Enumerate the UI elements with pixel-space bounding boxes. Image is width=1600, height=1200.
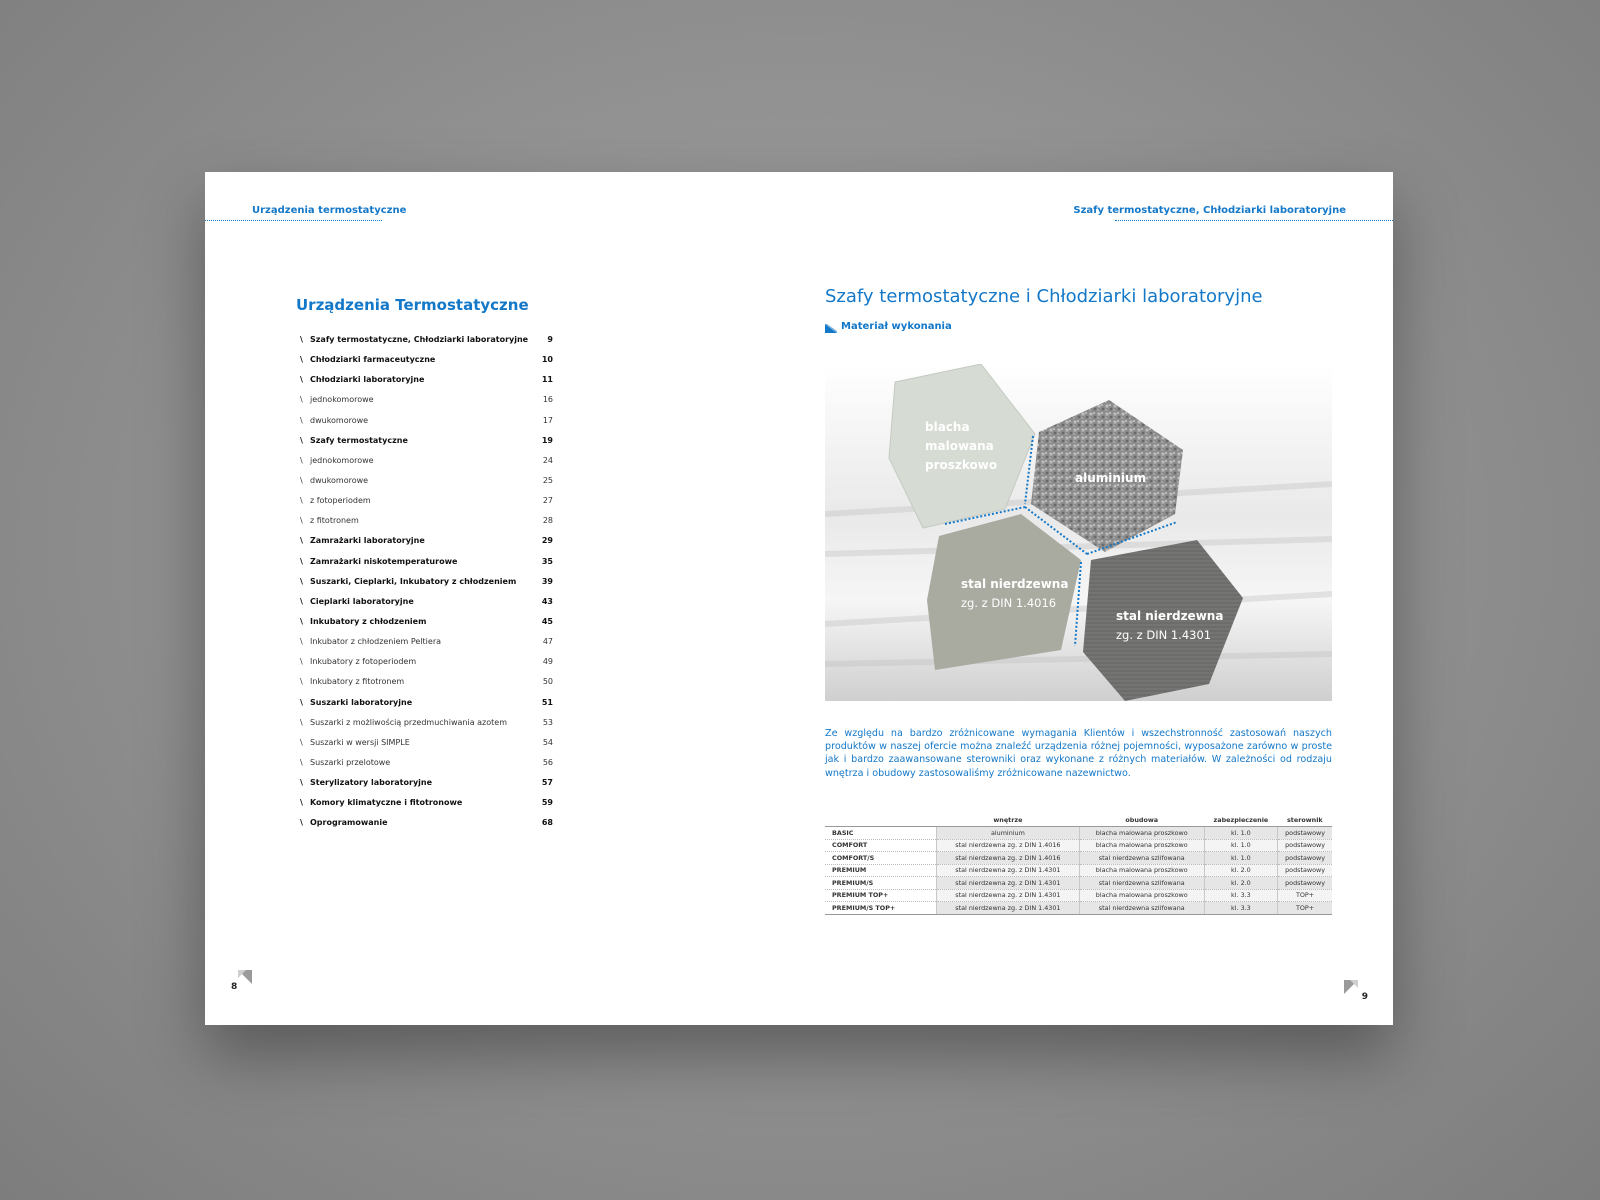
table-cell: stal nierdzewna zg. z DIN 1.4301 <box>937 864 1080 877</box>
left-page <box>205 172 799 1025</box>
table-cell: podstawowy <box>1278 877 1332 890</box>
toc-entry-label: Szafy termostatyczne, Chłodziarki laboratoryjne <box>310 335 529 344</box>
toc-entry <box>300 617 760 637</box>
toc-entry-label: Zamrażarki niskotemperaturowe <box>310 556 458 566</box>
running-head-rule-right <box>1115 220 1393 221</box>
running-head-right: Szafy termostatyczne, Chłodziarki laboratoryjne <box>1073 205 1346 216</box>
table-row <box>825 839 1332 852</box>
right-page <box>799 172 1393 1025</box>
material-hexagons-figure <box>825 364 1332 701</box>
toc-slash: \ <box>300 737 303 747</box>
toc-slash: \ <box>300 355 303 365</box>
toc-entry-page: 51 <box>541 697 553 707</box>
toc-entry <box>300 456 760 476</box>
toc-entry-label: Szafy termostatyczne <box>310 435 408 445</box>
toc-entry-page: 25 <box>542 475 553 485</box>
hex1-label-line2: malowana <box>925 439 994 453</box>
toc-slash: \ <box>300 516 303 526</box>
toc-entry-page: 16 <box>542 395 553 405</box>
table-cell: stal nierdzewna szlifowana <box>1079 877 1204 890</box>
toc-slash: \ <box>300 798 303 808</box>
table-row-name: PREMIUM TOP+ <box>825 889 937 902</box>
table-cell: blacha malowana proszkowo <box>1079 864 1204 877</box>
toc-slash: \ <box>300 536 303 546</box>
toc-slash: \ <box>300 475 303 485</box>
toc-entry-page: 29 <box>541 536 553 546</box>
toc-entry-label: Cieplarki laboratoryjne <box>310 596 414 606</box>
table-cell: podstawowy <box>1278 827 1332 840</box>
toc-slash: \ <box>300 455 303 465</box>
section-subtitle: Materiał wykonania <box>841 321 952 332</box>
toc-slash: \ <box>300 616 303 626</box>
toc-entry-label: Suszarki z możliwością przedmuchiwania azotem <box>310 717 508 727</box>
toc-entry-page: 35 <box>541 556 553 566</box>
toc-entry-page: 47 <box>542 637 553 647</box>
toc-entry-label: Suszarki laboratoryjne <box>310 697 413 707</box>
table-cell: blacha malowana proszkowo <box>1079 827 1204 840</box>
toc-entry <box>300 577 760 597</box>
hex4-label-bold: stal nierdzewna <box>1116 609 1224 623</box>
toc-entry <box>300 718 760 738</box>
table-cell: TOP+ <box>1278 902 1332 915</box>
toc-entry <box>300 738 760 758</box>
hex3-label-regular: zg. z DIN 1.4016 <box>961 596 1057 610</box>
table-cell: podstawowy <box>1278 852 1332 865</box>
toc-entry-label: dwukomorowe <box>310 475 369 485</box>
toc-entry-page: 39 <box>541 576 553 586</box>
toc-entry <box>300 375 760 395</box>
toc-entry-page: 68 <box>541 818 553 828</box>
toc-entry-label: Chłodziarki laboratoryjne <box>310 375 425 385</box>
toc-entry-label: Inkubatory z chłodzeniem <box>310 616 427 626</box>
toc-entry-page: 45 <box>541 616 553 626</box>
toc-slash: \ <box>300 375 303 385</box>
toc-entry-label: Inkubatory z fotoperiodem <box>310 657 417 667</box>
table-cell: kl. 1.0 <box>1204 852 1278 865</box>
section-marker-icon <box>825 324 837 333</box>
toc-entry <box>300 657 760 677</box>
table-header-cell: zabezpieczenie <box>1204 814 1278 827</box>
toc-slash: \ <box>300 637 303 647</box>
toc-slash: \ <box>300 556 303 566</box>
toc-entry-page: 28 <box>542 516 553 526</box>
table-cell: stal nierdzewna zg. z DIN 1.4301 <box>937 902 1080 915</box>
table-cell: blacha malowana proszkowo <box>1079 889 1204 902</box>
toc-entry-label: jednokomorowe <box>310 455 374 465</box>
toc-entry-page: 27 <box>542 496 553 506</box>
table-row <box>825 827 1332 840</box>
toc-entry-page: 56 <box>542 757 553 767</box>
table-row <box>825 889 1332 902</box>
table-row-name: COMFORT <box>825 839 937 852</box>
toc-slash: \ <box>300 395 303 405</box>
toc-slash: \ <box>300 576 303 586</box>
toc-slash: \ <box>300 697 303 707</box>
table-row <box>825 852 1332 865</box>
table-header-cell: wnętrze <box>937 814 1080 827</box>
toc-entry <box>300 335 760 355</box>
page-corner-icon <box>1344 980 1358 994</box>
table-cell: kl. 1.0 <box>1204 827 1278 840</box>
hex1-label-line3: proszkowo <box>925 458 998 472</box>
table-cell: stal nierdzewna zg. z DIN 1.4301 <box>937 877 1080 890</box>
table-row-name: PREMIUM/S TOP+ <box>825 902 937 915</box>
toc-entry <box>300 395 760 415</box>
toc-entry-label: jednokomorowe <box>310 395 374 405</box>
toc-entry-label: Suszarki w wersji SIMPLE <box>310 737 410 747</box>
toc-entry-page: 49 <box>542 657 553 667</box>
toc-entry <box>300 778 760 798</box>
page-corner-icon <box>238 970 252 984</box>
toc-entry-page: 11 <box>541 375 553 385</box>
toc-entry <box>300 677 760 697</box>
toc-entry <box>300 355 760 375</box>
running-head-left: Urządzenia termostatyczne <box>252 205 407 216</box>
toc-entry-page: 17 <box>542 415 553 425</box>
table-row-name: PREMIUM/S <box>825 877 937 890</box>
table-row <box>825 877 1332 890</box>
table-row-name: PREMIUM <box>825 864 937 877</box>
table-header-cell: obudowa <box>1079 814 1204 827</box>
toc-entry <box>300 798 760 818</box>
toc-title: Urządzenia Termostatyczne <box>296 296 529 314</box>
toc-entry-label: Oprogramowanie <box>310 818 388 828</box>
toc-slash: \ <box>300 415 303 425</box>
toc-entry <box>300 758 760 778</box>
toc-entry-label: z fotoperiodem <box>310 496 371 506</box>
toc-entry <box>300 436 760 456</box>
toc-entry-label: Inkubatory z fitotronem <box>310 677 405 687</box>
table-cell: podstawowy <box>1278 839 1332 852</box>
table-row <box>825 902 1332 915</box>
toc-entry <box>300 416 760 436</box>
table-cell: stal nierdzewna zg. z DIN 1.4016 <box>937 852 1080 865</box>
toc-entry-label: dwukomorowe <box>310 415 369 425</box>
toc-entry-label: Komory klimatyczne i fitotronowe <box>310 798 463 808</box>
table-cell: kl. 3.3 <box>1204 902 1278 915</box>
toc-slash: \ <box>300 778 303 788</box>
toc-slash: \ <box>300 657 303 667</box>
toc-entry-page: 10 <box>541 355 553 365</box>
page-title: Szafy termostatyczne i Chłodziarki laboratoryjne <box>825 286 1263 307</box>
toc-entry-page: 9 <box>547 335 553 344</box>
table-cell: kl. 3.3 <box>1204 889 1278 902</box>
table-row-name: BASIC <box>825 827 937 840</box>
toc-slash: \ <box>300 435 303 445</box>
table-cell: stal nierdzewna zg. z DIN 1.4301 <box>937 889 1080 902</box>
toc-entry-page: 19 <box>541 435 553 445</box>
table-cell: podstawowy <box>1278 864 1332 877</box>
running-head-rule-left <box>205 220 382 221</box>
toc-entry-label: Suszarki, Cieplarki, Inkubatory z chłodzeniem <box>310 576 517 586</box>
table-cell: aluminium <box>937 827 1080 840</box>
toc-entry-label: Suszarki przelotowe <box>310 757 391 767</box>
page-number-right: 9 <box>1361 992 1368 1002</box>
table-header-cell <box>825 814 937 827</box>
toc-entry-page: 53 <box>542 717 553 727</box>
table-header-cell: sterownik <box>1278 814 1332 827</box>
toc-slash: \ <box>300 818 303 828</box>
table-cell: blacha malowana proszkowo <box>1079 839 1204 852</box>
table-cell: stal nierdzewna szlifowana <box>1079 852 1204 865</box>
toc-entry <box>300 637 760 657</box>
hex3-label-bold: stal nierdzewna <box>961 577 1069 591</box>
table-cell: TOP+ <box>1278 889 1332 902</box>
toc-slash: \ <box>300 717 303 727</box>
toc-entry <box>300 476 760 496</box>
toc-entry-page: 57 <box>541 778 553 788</box>
toc-entry <box>300 818 760 838</box>
table-cell: kl. 2.0 <box>1204 877 1278 890</box>
body-paragraph: Ze względu na bardzo zróżnicowane wymagania Klientów i wszechstronność zastosowań naszych produktów w naszej ofercie można znaleźć urządzenia różnej pojemności, wyposażone zarówno w proste jak i bardzo zaawansowane sterowniki oraz wykonane z różnych materiałów. W zależności od rodzaju wnętrza i obudowy zastosowaliśmy zróżnicowane nazewnictwo. <box>825 728 1332 779</box>
toc-entry-page: 50 <box>542 677 553 687</box>
toc-entry <box>300 496 760 516</box>
brochure-spread <box>205 172 1393 1025</box>
table-cell: kl. 1.0 <box>1204 839 1278 852</box>
toc-entry-label: Inkubator z chłodzeniem Peltiera <box>310 637 442 647</box>
toc-entry <box>300 536 760 556</box>
toc-slash: \ <box>300 757 303 767</box>
toc-entry <box>300 698 760 718</box>
toc-entry-label: Sterylizatory laboratoryjne <box>310 778 433 788</box>
hex2-label: aluminium <box>1075 471 1147 485</box>
toc-entry-label: Zamrażarki laboratoryjne <box>310 536 425 546</box>
toc-entry <box>300 516 760 536</box>
page-number-left: 8 <box>231 982 238 992</box>
table-row-name: COMFORT/S <box>825 852 937 865</box>
toc-entry-label: z fitotronem <box>310 516 359 526</box>
table-cell: stal nierdzewna szlifowana <box>1079 902 1204 915</box>
toc-entry-page: 43 <box>541 596 553 606</box>
toc-entry-page: 24 <box>542 455 553 465</box>
table-row <box>825 864 1332 877</box>
toc-slash: \ <box>300 677 303 687</box>
toc-entry-page: 59 <box>541 798 553 808</box>
toc-slash: \ <box>300 496 303 506</box>
table-of-contents <box>300 335 760 839</box>
toc-entry <box>300 597 760 617</box>
toc-slash: \ <box>300 335 303 344</box>
table-cell: kl. 2.0 <box>1204 864 1278 877</box>
hex4-label-regular: zg. z DIN 1.4301 <box>1116 628 1212 642</box>
hex1-label-line1: blacha <box>925 420 970 434</box>
toc-entry <box>300 557 760 577</box>
toc-entry-label: Chłodziarki farmaceutyczne <box>310 355 436 365</box>
toc-entry-page: 54 <box>542 737 553 747</box>
materials-table <box>825 814 1332 915</box>
toc-slash: \ <box>300 596 303 606</box>
table-cell: stal nierdzewna zg. z DIN 1.4016 <box>937 839 1080 852</box>
